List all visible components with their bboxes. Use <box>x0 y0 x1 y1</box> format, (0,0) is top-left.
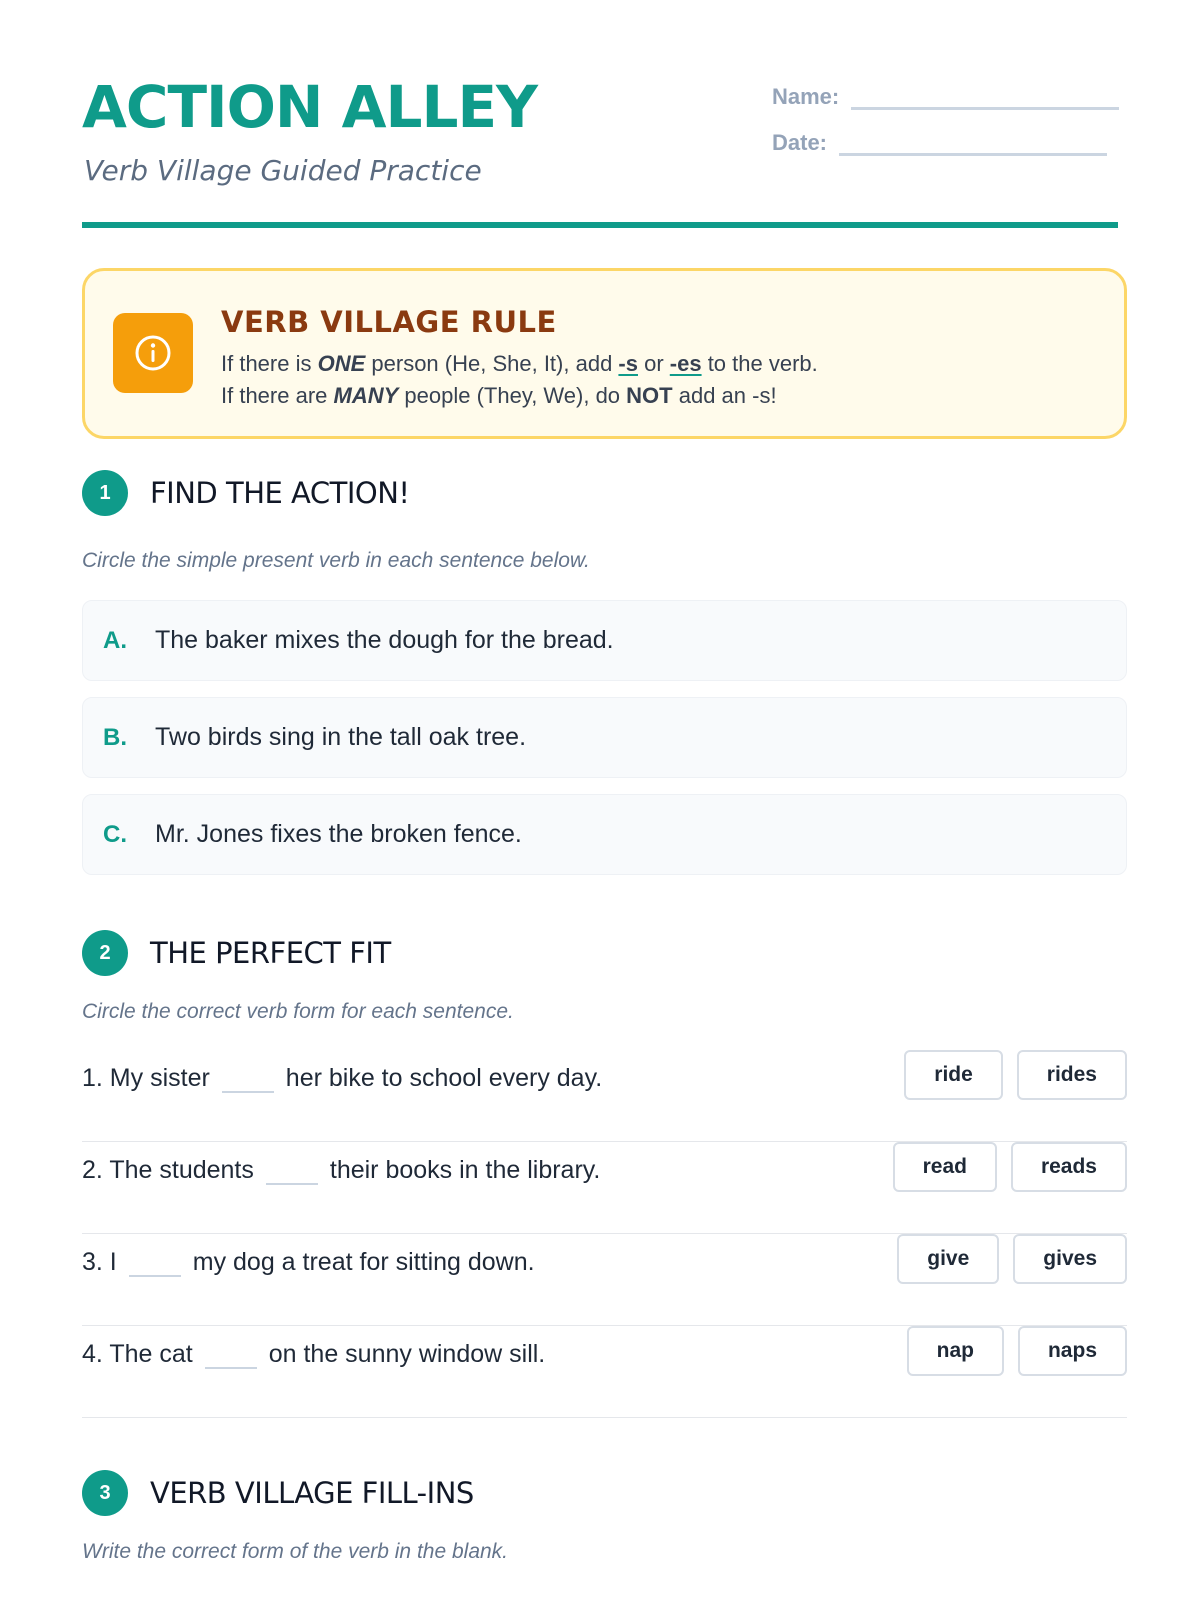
verb-option[interactable]: gives <box>1013 1234 1127 1284</box>
suffix-s: -s <box>618 351 638 376</box>
section-2-instruction: Circle the correct verb form for each sentence. <box>82 1000 514 1023</box>
section-3-instruction: Write the correct form of the verb in the blank. <box>82 1540 509 1563</box>
section-number-badge: 1 <box>82 470 128 516</box>
verb-options <box>904 1050 1127 1100</box>
answer-blank[interactable] <box>205 1341 257 1369</box>
section-1-heading <box>82 470 410 516</box>
fit-text-before: 1. My sister <box>82 1064 210 1092</box>
fit-text-before: 2. The students <box>82 1156 254 1184</box>
section-2-heading <box>82 930 391 976</box>
fit-text-after: her bike to school every day. <box>285 1064 603 1092</box>
section-number-badge: 3 <box>82 1470 128 1516</box>
fit-text-before: 3. I <box>82 1248 117 1276</box>
rule-text: If there are <box>221 383 334 408</box>
sentence-card[interactable] <box>82 794 1127 875</box>
sentence-letter: C. <box>103 820 127 848</box>
verb-option[interactable]: reads <box>1011 1142 1127 1192</box>
verb-option[interactable]: nap <box>907 1326 1004 1376</box>
fit-text-after: on the sunny window sill. <box>268 1340 546 1368</box>
section-number-badge: 2 <box>82 930 128 976</box>
fit-text-before: 4. The cat <box>82 1340 193 1368</box>
verb-option[interactable]: give <box>897 1234 999 1284</box>
section-title: VERB VILLAGE FILL-INS <box>150 1476 474 1510</box>
sentence-card[interactable] <box>82 697 1127 778</box>
rule-text: people (They, We), do <box>398 383 627 408</box>
rule-text: If there is <box>221 351 318 376</box>
verb-options <box>897 1234 1127 1284</box>
verb-option[interactable]: ride <box>904 1050 1003 1100</box>
verb-options <box>907 1326 1127 1376</box>
date-label: Date: <box>772 130 828 155</box>
fit-sentence <box>82 1064 602 1093</box>
page-subtitle: Verb Village Guided Practice <box>84 154 482 187</box>
rule-text: or <box>637 351 670 376</box>
suffix-es: -es <box>669 351 702 376</box>
section-title: FIND THE ACTION! <box>150 476 410 510</box>
name-label: Name: <box>772 84 840 109</box>
fit-sentence <box>82 1248 535 1277</box>
verb-option[interactable]: read <box>893 1142 997 1192</box>
rule-text: person (He, She, It), add <box>365 351 619 376</box>
name-field[interactable] <box>772 84 1119 110</box>
rule-title: VERB VILLAGE RULE <box>221 305 557 339</box>
answer-blank[interactable] <box>222 1065 274 1093</box>
sentence-text[interactable]: The baker mixes the dough for the bread. <box>155 626 614 654</box>
rule-line-one <box>221 351 818 377</box>
rule-emphasis-one: ONE <box>317 351 366 376</box>
fit-sentence <box>82 1156 600 1185</box>
answer-blank[interactable] <box>266 1157 318 1185</box>
rule-emphasis-many: MANY <box>333 383 399 408</box>
info-icon <box>113 313 193 393</box>
section-1-instruction: Circle the simple present verb in each sentence below. <box>82 549 590 572</box>
sentence-text[interactable]: Two birds sing in the tall oak tree. <box>155 723 527 751</box>
sentence-text[interactable]: Mr. Jones fixes the broken fence. <box>155 820 522 848</box>
fit-row <box>82 1050 1127 1142</box>
rule-text: add an -s! <box>672 383 777 408</box>
sentence-letter: A. <box>103 626 127 654</box>
fit-text-after: my dog a treat for sitting down. <box>192 1248 535 1276</box>
verb-options <box>893 1142 1127 1192</box>
rule-emphasis-not: NOT <box>626 383 673 408</box>
answer-blank[interactable] <box>129 1249 181 1277</box>
section-3-heading <box>82 1470 474 1516</box>
sentence-letter: B. <box>103 723 127 751</box>
fit-sentence <box>82 1340 545 1369</box>
fit-row <box>82 1234 1127 1326</box>
section-title: THE PERFECT FIT <box>150 936 391 970</box>
fit-row <box>82 1326 1127 1418</box>
verb-rule-box <box>82 268 1127 439</box>
verb-option[interactable]: rides <box>1017 1050 1127 1100</box>
page-title: ACTION ALLEY <box>82 73 538 141</box>
date-line[interactable] <box>839 132 1107 156</box>
verb-option[interactable]: naps <box>1018 1326 1127 1376</box>
date-field[interactable] <box>772 130 1107 156</box>
fit-row <box>82 1142 1127 1234</box>
worksheet-header <box>82 0 1118 228</box>
rule-line-many <box>221 383 777 409</box>
sentence-card[interactable] <box>82 600 1127 681</box>
name-line[interactable] <box>851 86 1119 110</box>
rule-text: to the verb. <box>701 351 818 376</box>
fit-text-after: their books in the library. <box>329 1156 601 1184</box>
